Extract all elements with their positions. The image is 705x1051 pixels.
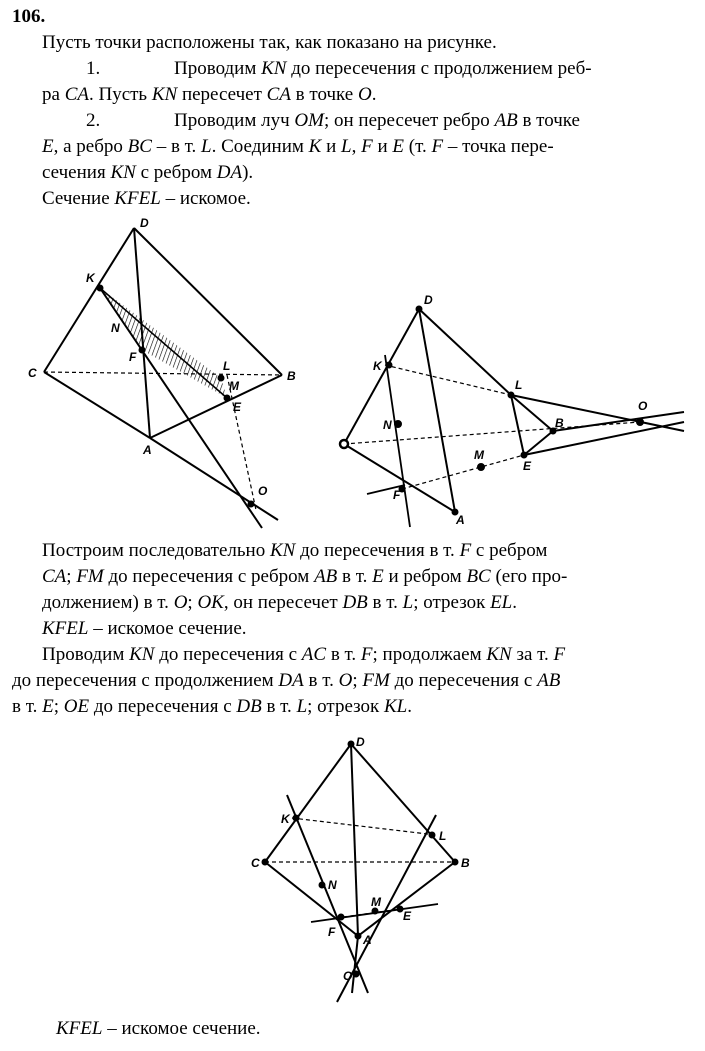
step2-number: 2. (86, 110, 101, 131)
fig3-edge-da (351, 744, 358, 936)
fig3-point-a (356, 934, 361, 939)
math-symbol: CA (266, 84, 291, 105)
fig2-point-k (387, 363, 392, 368)
fig3-label-l: L (439, 829, 447, 843)
math-symbol: DB (342, 592, 368, 613)
figure-3 (263, 742, 458, 1003)
math-symbol: E (372, 566, 384, 587)
math-symbol: KN (110, 162, 136, 183)
fig3-label-c: C (251, 856, 260, 870)
math-symbol: OE (63, 696, 90, 717)
fig2-label-o: O (638, 399, 648, 413)
fig1-edge-cb-hidden (44, 372, 282, 375)
step1-number: 1. (86, 58, 101, 79)
fig1-edge-dc (44, 228, 134, 372)
fig1-point-l (219, 376, 224, 381)
fig2-point-l (509, 393, 514, 398)
fig3-point-f (339, 915, 344, 920)
fig3-point-e (398, 907, 403, 912)
fig1-label-d: D (140, 216, 149, 230)
conclusion1: Сечение KFEL – искомое. (42, 188, 251, 209)
fig1-label-k: K (86, 271, 95, 285)
math-symbol: BC (466, 566, 491, 587)
fig1-point-f (140, 348, 145, 353)
math-symbol: KN (261, 58, 287, 79)
math-symbol: F (553, 644, 566, 665)
step2-line2: E, а ребро BC – в т. L. Соединим K и L, F и E (т. F – точка пере- (42, 136, 554, 157)
para2-line2: CA; FM до пересечения с ребром AB в т. E и ребром BC (его про- (42, 566, 568, 587)
fig2-point-c (340, 440, 348, 448)
fig3-label-f: F (328, 925, 336, 939)
math-symbol: L (341, 136, 352, 157)
fig2-point-m (478, 464, 484, 470)
para2-line1: Построим последовательно KN до пересечения в т. F с ребром (42, 540, 548, 561)
figure-3-labels (251, 735, 470, 983)
math-symbol: OM (294, 110, 324, 131)
fig2-point-o (637, 419, 643, 425)
math-symbol: AB (494, 110, 518, 131)
math-symbol: EL (490, 592, 513, 613)
para2-line4: KFEL – искомое сечение. (42, 618, 247, 639)
fig1-label-l: L (223, 359, 231, 373)
math-symbol: FM (76, 566, 104, 587)
math-symbol: KN (151, 84, 178, 105)
fig3-label-a: A (363, 933, 372, 947)
math-symbol: F (360, 644, 373, 665)
fig3-point-l (430, 833, 435, 838)
math-symbol: E (392, 136, 404, 157)
final-text: KFEL – искомое сечение. (56, 1018, 261, 1039)
fig1-point-k (98, 286, 103, 291)
fig2-label-d: D (424, 293, 433, 307)
figure-2-labels (373, 293, 648, 527)
math-symbol: OK (197, 592, 224, 613)
fig3-point-m (373, 909, 378, 914)
step1-line2: ра CA. Пусть KN пересечет CA в точке O. (42, 84, 377, 105)
math-symbol: KFEL (42, 618, 89, 639)
math-symbol: FM (362, 670, 390, 691)
math-symbol: E (42, 136, 54, 157)
para2-line3: должением) в т. O; OK, он пересечет DB в т. L; отрезок EL. (42, 592, 518, 613)
step2-line1: Проводим луч OM; он пересечет ребро AB в точке (174, 110, 580, 131)
fig2-line-fe-hidden (402, 455, 524, 489)
para3-line1: Проводим KN до пересечения с AC в т. F; продолжаем KN за т. F (42, 644, 566, 665)
fig1-point-o (249, 502, 254, 507)
fig2-point-d (417, 307, 422, 312)
problem-number: 106. (12, 6, 46, 27)
fig1-line-ca-ext (150, 438, 278, 520)
fig3-label-e: E (403, 909, 412, 923)
fig1-label-e: E (233, 400, 242, 414)
math-symbol: L (296, 696, 308, 717)
fig1-label-a: A (143, 443, 152, 457)
fig2-label-a: A (456, 513, 465, 527)
fig3-point-b (453, 860, 458, 865)
math-symbol: KFEL (114, 188, 161, 209)
math-symbol: CA (42, 566, 67, 587)
math-symbol: O (357, 84, 372, 105)
math-symbol: F (431, 136, 444, 157)
math-symbol: CA (64, 84, 89, 105)
fig1-label-b: B (287, 369, 296, 383)
fig3-label-d: D (356, 735, 365, 749)
fig1-point-e (225, 396, 230, 401)
math-symbol: K (308, 136, 322, 157)
fig2-edge-dc (344, 309, 419, 444)
fig3-point-o (354, 972, 359, 977)
fig3-point-d (349, 742, 354, 747)
fig1-label-c: C (28, 366, 37, 380)
math-symbol: KN (486, 644, 512, 665)
fig3-label-m: M (371, 895, 381, 909)
fig3-edge-db (351, 744, 455, 862)
math-symbol: KN (269, 540, 296, 561)
math-symbol: F (459, 540, 472, 561)
para3-line2: до пересечения с продолжением DA в т. O; FM до пересечения с AB (12, 670, 561, 691)
fig3-label-o: O (343, 969, 353, 983)
math-symbol: L (201, 136, 212, 157)
fig3-point-k (294, 816, 299, 821)
fig2-label-m: M (474, 448, 484, 462)
fig1-label-n: N (111, 321, 120, 335)
fig3-label-n: N (328, 878, 337, 892)
figure-1 (44, 228, 282, 528)
math-symbol: AB (314, 566, 338, 587)
math-symbol: AC (301, 644, 327, 665)
fig2-point-e (522, 453, 527, 458)
fig3-label-b: B (461, 856, 470, 870)
fig2-label-l: L (515, 378, 523, 392)
fig3-point-c (263, 860, 268, 865)
math-symbol: O (173, 592, 188, 613)
fig2-line-bo (553, 412, 684, 431)
fig2-label-e: E (523, 459, 532, 473)
fig1-label-f: F (129, 350, 137, 364)
math-symbol: AB (537, 670, 561, 691)
math-symbol: DA (216, 162, 243, 183)
math-symbol: KN (129, 644, 155, 665)
para3-line3: в т. E; OE до пересечения с DB в т. L; отрезок KL. (12, 696, 412, 717)
fig2-line-kl-hidden (385, 365, 511, 395)
fig2-label-f: F (393, 488, 401, 502)
fig3-point-n (320, 883, 325, 888)
math-symbol: DA (278, 670, 304, 691)
fig1-edge-ca (44, 372, 150, 438)
math-symbol: KL (384, 696, 408, 717)
fig1-label-m: M (229, 379, 239, 393)
fig3-edge-ca (265, 862, 358, 936)
fig2-label-b: B (555, 416, 564, 430)
step2-line3: сечения KN с ребром DA). (42, 162, 254, 183)
math-symbol: E (42, 696, 54, 717)
fig2-edge-da (419, 309, 455, 512)
intro-text: Пусть точки расположены так, как показано на рисунке. (42, 32, 497, 53)
fig2-label-n: N (383, 418, 392, 432)
fig2-label-k: K (373, 359, 382, 373)
fig3-line-kl-hidden (292, 818, 436, 835)
fig1-label-o: O (258, 484, 268, 498)
math-symbol: O (338, 670, 353, 691)
math-symbol: F (361, 136, 373, 157)
math-symbol: KFEL (56, 1018, 103, 1039)
math-symbol: L (402, 592, 414, 613)
fig2-point-n (395, 421, 401, 427)
math-symbol: BC (127, 136, 152, 157)
figure-2 (340, 307, 684, 528)
math-symbol: DB (236, 696, 262, 717)
fig3-label-k: K (281, 812, 290, 826)
step1-line1: Проводим KN до пересечения с продолжением реб- (174, 58, 592, 79)
